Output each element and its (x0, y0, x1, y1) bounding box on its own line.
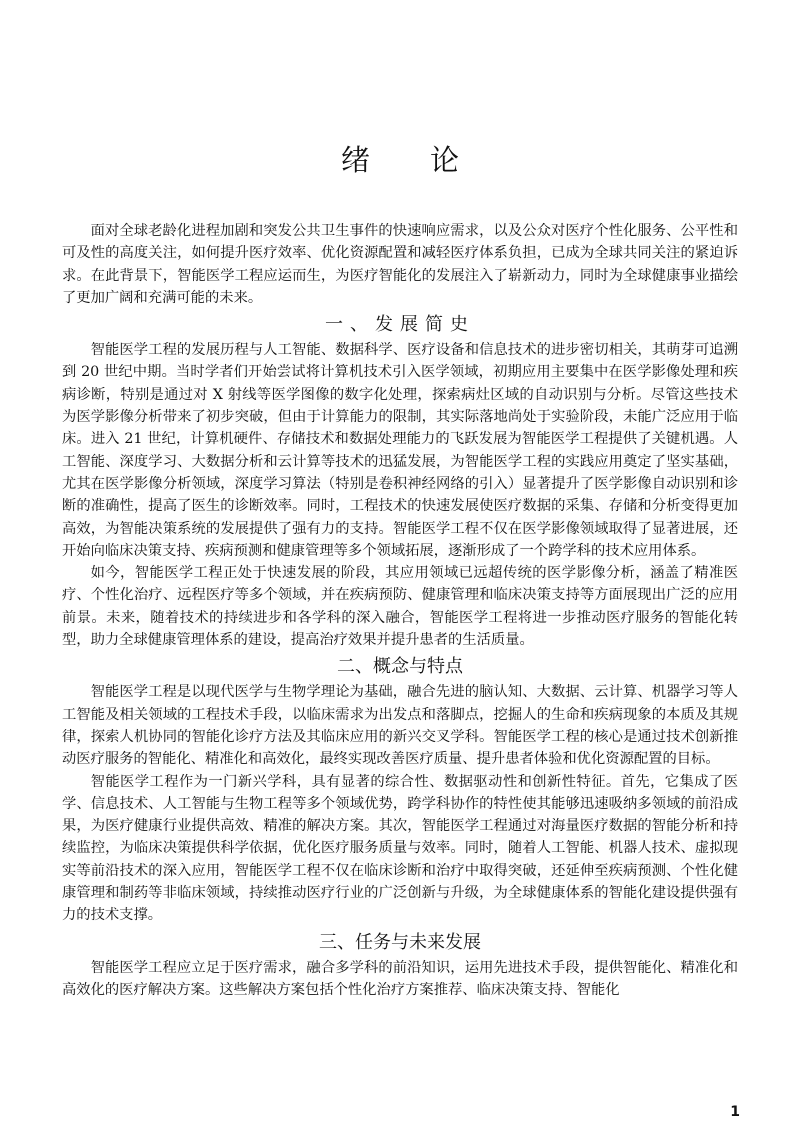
history-paragraph-1: 智能医学工程的发展历程与人工智能、数据科学、医疗设备和信息技术的进步密切相关，其萌芽可追溯到 20 世纪中期。当时学者们开始尝试将计算机技术引入医学领域，初期应用主要集中在医学影像处理和疾病诊断，特别是通过对 X 射线等医学图像的数字化处理，探索病灶区域的自动识别与分析。尽管这些技术为医学影像分析带来了初步突破，但由于计算能力的限制，其实际落地尚处于实验阶段，未能广泛应用于临床。进入 21 世纪，计算机硬件、存储技术和数据处理能力的飞跃发展为智能医学工程提供了关键机遇。人工智能、深度学习、大数据分析和云计算等技术的迅猛发展，为智能医学工程的实践应用奠定了坚实基础，尤其在医学影像分析领域，深度学习算法（特别是卷积神经网络的引入）显著提升了医学影像自动识别和诊断的准确性，提高了医生的诊断效率。同时，工程技术的快速发展使医疗数据的采集、存储和分析变得更加高效，为智能决策系统的发展提供了强有力的支持。智能医学工程不仅在医学影像领域取得了显著进展，还开始向临床决策支持、疾病预测和健康管理等多个领域拓展，逐渐形成了一个跨学科的技术应用体系。 (62, 342, 738, 559)
section-heading-tasks: 三、任务与未来发展 (319, 931, 481, 953)
concept-paragraph-2: 智能医学工程作为一门新兴学科，具有显著的综合性、数据驱动性和创新性特征。首先，它集成了医学、信息技术、人工智能与生物工程等多个领域优势，跨学科协作的特性使其能够迅速吸纳多领域的前沿成果，为医疗健康行业提供高效、精准的解决方案。其次，智能医学工程通过对海量医疗数据的智能分析和持续监控，为临床决策提供科学依据，优化医疗服务质量与效率。同时，随着人工智能、机器人技术、虚拟现实等前沿技术的深入应用，智能医学工程不仅在临床诊断和治疗中取得突破，还延伸至疾病预测、个性化健康管理和制药等非临床领域，持续推动医疗行业的广泛创新与升级，为全球健康体系的智能化建设提供强有力的技术支撑。 (62, 773, 738, 924)
history-paragraph-2: 如今，智能医学工程正处于快速发展的阶段，其应用领域已远超传统的医学影像分析，涵盖了精准医疗、个性化治疗、远程医疗等多个领域，并在疾病预防、健康管理和临床决策支持等方面展现出广泛的应用前景。未来，随着技术的持续进步和各学科的深入融合，智能医学工程将进一步推动医疗服务的智能化转型，助力全球健康管理体系的建设，提高治疗效果并提升患者的生活质量。 (62, 565, 738, 649)
chapter-title: 绪论 (340, 143, 519, 177)
section-heading-concept: 二、概念与特点 (337, 656, 463, 678)
tasks-paragraph-1: 智能医学工程应立足于医疗需求，融合多学科的前沿知识，运用先进技术手段，提供智能化、精准化和高效化的医疗解决方案。这些解决方案包括个性化治疗方案推荐、临床决策支持、智能化 (62, 959, 738, 998)
section-heading-history: 一、发展简史 (325, 314, 475, 336)
concept-paragraph-1: 智能医学工程是以现代医学与生物学理论为基础，融合先进的脑认知、大数据、云计算、机器学习等人工智能及相关领域的工程技术手段，以临床需求为出发点和落脚点，挖掘人的生命和疾病现象的本质及其规律，探索人机协同的智能化诊疗方法及其临床应用的新兴交叉学科。智能医学工程的核心是通过技术创新推动医疗服务的智能化、精准化和高效化，最终实现改善医疗质量、提升患者体验和优化资源配置的目标。 (62, 684, 738, 768)
intro-paragraph: 面对全球老龄化进程加剧和突发公共卫生事件的快速响应需求，以及公众对医疗个性化服务、公平性和可及性的高度关注，如何提升医疗效率、优化资源配置和减轻医疗体系负担，已成为全球共同关注的紧迫诉求。在此背景下，智能医学工程应运而生，为医疗智能化的发展注入了崭新动力，同时为全球健康事业描绘了更加广阔和充满可能的未来。 (62, 223, 738, 306)
page-number: 1 (730, 1104, 740, 1120)
document-body (62, 220, 738, 1001)
